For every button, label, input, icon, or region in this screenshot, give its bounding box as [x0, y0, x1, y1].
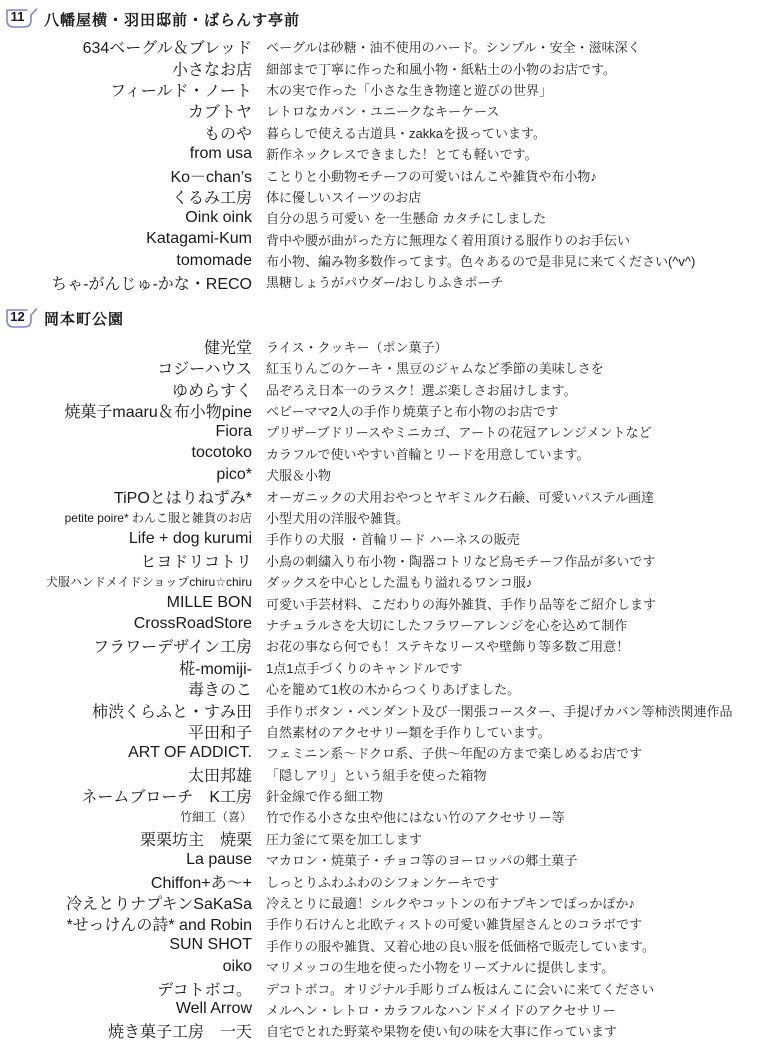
location-header: [4, 6, 760, 32]
vendor-name: Ko－chan’s: [170, 168, 252, 186]
vendor-name: pico*: [216, 465, 252, 483]
vendor-row: [4, 400, 760, 421]
vendor-row: [4, 828, 760, 849]
vendor-description: 「隠しアリ」という組手を使った箱物: [266, 767, 487, 783]
vendor-name: ヒヨドリコトリ: [140, 553, 252, 571]
location-number: 12: [10, 308, 25, 324]
vendor-name: 小さなお店: [171, 61, 252, 79]
vendor-description: 品ぞろえ日本一のラスク！選ぶ楽しさお届けします。: [266, 382, 577, 398]
vendor-name: 焼き菓子工房 一天: [107, 1024, 252, 1042]
vendor-rows: [4, 336, 760, 1042]
vendor-description: 紅玉りんごのケーキ・黒豆のジャムなど季節の美味しさを: [266, 361, 604, 377]
vendor-description: 暮らしで使える古道具・zakkaを扱っています。: [266, 125, 546, 141]
vendor-description: 木の実で作った「小さな生き物達と遊びの世界」: [266, 82, 553, 98]
vendor-description: デコトボコ。オリジナル手彫りゴム板はんこに会いに来てください: [266, 981, 655, 997]
vendor-description: 冷えとりに最適！シルクやコットンの布ナプキンでぽっかぽか♪: [266, 896, 636, 912]
vendor-name: from usa: [189, 144, 252, 162]
vendor-description: プリザーブドリースやミニカゴ、アートの花冠アレンジメントなど: [266, 425, 652, 441]
vendor-row: [4, 336, 760, 357]
vendor-name: 竹細工（喜）: [179, 810, 252, 825]
location-header: [4, 306, 760, 332]
vendor-description: 自宅でとれた野菜や果物を使い旬の味を大事に作っています: [266, 1024, 618, 1040]
vendor-row: [4, 721, 760, 742]
vendor-row: [4, 528, 760, 549]
vendor-row: [4, 143, 760, 164]
vendor-name: Chiffon+あ～+: [150, 874, 252, 892]
vendor-description: ナチュラルさを大切にしたフラワーアレンジを心を込めて制作: [266, 617, 628, 633]
vendor-row: [4, 592, 760, 613]
vendor-description: 手作りの服や雑貨、又着心地の良い服を低価格で販売しています。: [266, 938, 655, 954]
vendor-description: 心を籠めて1枚の木からつくりあげました。: [266, 682, 521, 698]
vendor-row: [4, 36, 760, 57]
vendor-name: TiPOとはりねずみ*: [113, 489, 252, 507]
vendor-row: [4, 207, 760, 228]
vendor-description: 背中や腰が曲がった方に無理なく着用頂ける服作りのお手伝い: [266, 232, 631, 248]
vendor-name: Well Arrow: [175, 1000, 252, 1018]
vendor-description: オーガニックの犬用おやつとヤギミルク石鹸、可愛いパステル画達: [266, 489, 655, 505]
vendor-description: メルヘン・レトロ・カラフルなハンドメイドのアクセサリー: [266, 1002, 616, 1018]
location-title: 岡本町公園: [44, 311, 125, 329]
vendor-description: 小鳥の刺繍入り布小物・陶器コトリなど鳥モチーフ作品が多いです: [266, 553, 656, 569]
vendor-description: 小型犬用の洋服や雑貨。: [266, 511, 410, 526]
vendor-row: [4, 870, 760, 891]
vendor-rows: [4, 36, 760, 293]
vendor-description: ベビーママ2人の手作り焼菓子と布小物のお店です: [266, 404, 559, 420]
location-number: 11: [10, 9, 25, 24]
vendor-row: [4, 999, 760, 1020]
vendor-name: ちゃ-がんじゅ-かな・RECO: [51, 275, 252, 293]
vendor-row: [4, 806, 760, 827]
vendor-row: [4, 571, 760, 592]
vendor-row: [4, 186, 760, 207]
vendor-description: 自分の思う可愛い を一生懸命 カタチにしました: [266, 211, 547, 227]
vendor-name: 毒きのこ: [187, 682, 252, 700]
vendor-name: 焼菓子maaru＆布小物pine: [64, 404, 252, 422]
vendor-description: お花の事なら何でも！ステキなリースや壁飾り等多数ご用意！: [266, 639, 630, 655]
vendor-description: 体に優しいスイーツのお店: [266, 189, 422, 205]
vendor-description: 可愛い手芸材料、こだわりの海外雑貨、手作り品等をご紹介します: [266, 596, 657, 612]
vendor-description: 手作りボタン・ペンダント及び一閑張コースター、手提げカバン等柿渋関連作品: [266, 703, 733, 719]
vendor-name: La pause: [186, 850, 252, 868]
location-number-badge-icon: [4, 7, 38, 31]
location-number-badge-icon: [4, 307, 38, 331]
vendor-description: ダックスを中心とした温もり溢れるワンコ服♪: [266, 575, 533, 591]
vendor-description: マリメッコの生地を使った小物をリーズナルに提供します。: [266, 960, 615, 976]
vendor-row: [4, 742, 760, 763]
vendor-name: コジーハウス: [157, 361, 252, 379]
vendor-row: [4, 57, 760, 78]
vendor-description: 黒糖しょうがパウダー/おしりふきポーチ: [266, 275, 504, 291]
vendor-name: 太田邦雄: [187, 767, 252, 785]
vendor-row: [4, 956, 760, 977]
vendor-name: 平田和子: [187, 724, 252, 742]
vendor-name: Life + dog kurumi: [128, 529, 252, 547]
vendor-name: 冷えとりナプキンSaKaSa: [66, 896, 252, 914]
vendor-row: [4, 764, 760, 785]
vendor-row: [4, 164, 760, 185]
vendor-name: くるみ工房: [171, 189, 252, 207]
vendor-row: [4, 614, 760, 635]
vendor-row: [4, 357, 760, 378]
vendor-row: [4, 550, 760, 571]
vendor-name: ネームブローチ K工房: [81, 789, 252, 807]
location-title: 八幡屋横・羽田邸前・ばらんす亭前: [44, 11, 301, 29]
vendor-description: ことりと小動物モチーフの可愛いはんこや雑貨や布小物♪: [266, 168, 597, 184]
vendor-row: [4, 79, 760, 100]
vendor-row: [4, 229, 760, 250]
vendor-row: [4, 913, 760, 934]
vendor-description: 犬服＆小物: [266, 468, 332, 484]
vendor-name: tocotoko: [191, 444, 252, 462]
vendor-description: 手作りの犬服 ・首輪リード ハーネスの販売: [266, 532, 520, 548]
vendor-name: フラワーデザイン工房: [93, 639, 252, 657]
vendor-row: [4, 849, 760, 870]
vendor-row: [4, 443, 760, 464]
vendor-name: ものや: [203, 125, 252, 143]
vendor-name: petite poire* わんこ服と雑貨のお店: [64, 511, 252, 525]
vendor-description: カラフルで使いやすい首輪とリードを用意しています。: [266, 446, 590, 462]
vendor-description: 圧力釜にて栗を加工します: [266, 831, 423, 847]
vendor-row: [4, 657, 760, 678]
vendor-description: 手作り石けんと北欧ティストの可愛い雑貨屋さんとのコラボです: [266, 917, 642, 933]
vendor-name: SUN SHOT: [169, 936, 252, 954]
vendor-name: Fiora: [215, 422, 252, 440]
vendor-row: [4, 699, 760, 720]
vendor-name: MILLE BON: [166, 594, 252, 612]
vendor-name: 犬服ハンドメイドショップchiru☆chiru: [45, 575, 252, 590]
vendor-name: ゆめらすく: [171, 382, 252, 400]
vendor-name: 634ベーグル＆ブレッド: [82, 40, 252, 58]
vendor-description: 新作ネックレスできました！とても軽いです。: [266, 147, 538, 163]
vendor-description: マカロン・焼菓子・チョコ等のヨーロッパの郷土菓子: [266, 853, 578, 869]
location-section-11: [4, 6, 760, 293]
vendor-row: [4, 635, 760, 656]
vendor-description: レトロなカバン・ユニークなキーケース: [266, 104, 500, 120]
vendor-name: *せっけんの詩* and Robin: [66, 917, 252, 935]
vendor-description: 布小物、編み物多数作ってます。色々あるので是非見に来てください(^v^): [266, 254, 696, 270]
vendor-row: [4, 892, 760, 913]
vendor-name: oiko: [222, 957, 252, 975]
vendor-row: [4, 464, 760, 485]
vendor-description: 自然素材のアクセサリー類を手作りしています。: [266, 724, 551, 740]
vendor-description: しっとりふわふわのシフォンケーキです: [266, 874, 500, 890]
vendor-name: カブトヤ: [187, 104, 252, 122]
vendor-row: [4, 122, 760, 143]
vendor-description: ベーグルは砂糖・油不使用のハード。シンプル・安全・滋味深く: [266, 40, 641, 56]
vendor-name: 椛-momiji-: [179, 660, 252, 678]
vendor-name: フィールド・ノート: [110, 82, 252, 100]
vendor-row: [4, 977, 760, 998]
vendor-description: ライス・クッキー（ポン菓子）: [266, 339, 448, 355]
vendor-name: tomomade: [176, 251, 252, 269]
vendor-row: [4, 935, 760, 956]
vendor-row: [4, 271, 760, 292]
vendor-name: Oink oink: [185, 208, 252, 226]
vendor-row: [4, 250, 760, 271]
location-section-12: [4, 306, 760, 1042]
vendor-description: 細部まで丁寧に作った和風小物・紙粘土の小物のお店です。: [266, 61, 616, 77]
vendor-row: [4, 1020, 760, 1041]
vendor-row: [4, 785, 760, 806]
vendor-name: ART OF ADDICT.: [128, 743, 252, 761]
vendor-row: [4, 507, 760, 528]
vendor-name: 柿渋くらふと・すみ田: [91, 703, 252, 721]
vendor-description: 竹で作る小さな虫や他にはない竹のアクセサリー等: [266, 810, 565, 826]
vendor-description: フェミニン系～ドクロ系、子供～年配の方まで楽しめるお店です: [266, 746, 643, 762]
vendor-row: [4, 378, 760, 399]
vendor-name: CrossRoadStore: [133, 615, 252, 633]
vendor-description: 針金線で作る細工物: [266, 789, 384, 805]
vendor-name: 健光堂: [203, 339, 252, 357]
vendor-row: [4, 678, 760, 699]
vendor-description: 1点1点手づくりのキャンドルです: [266, 660, 463, 676]
vendor-name: デコトボコ。: [157, 981, 252, 999]
vendor-row: [4, 485, 760, 506]
vendor-row: [4, 100, 760, 121]
vendor-name: Katagami-Kum: [146, 230, 252, 248]
vendor-row: [4, 421, 760, 442]
vendor-name: 栗栗坊主 焼栗: [139, 831, 252, 849]
